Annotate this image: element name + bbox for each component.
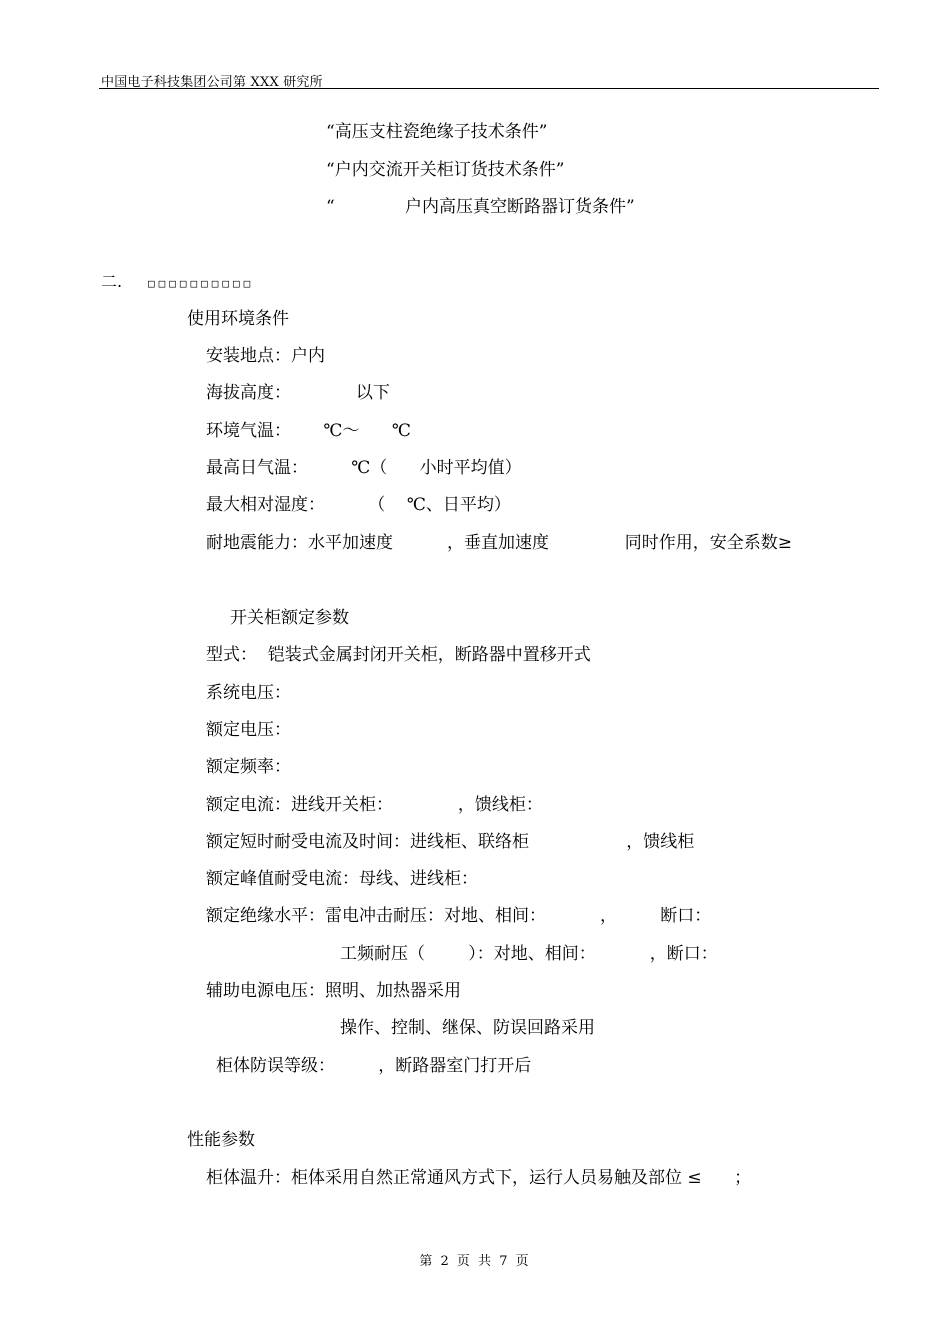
env-line: 安装地点：户内: [206, 346, 325, 366]
section-title-placeholder: □□□□□□□□□□: [148, 277, 255, 290]
rated-line: 工频耐压（ ）：对地、相间： ，断口：: [340, 944, 718, 964]
env-line: 最高日气温： ℃（ 小时平均值）: [206, 458, 522, 478]
rated-line: 额定频率：: [206, 757, 291, 777]
env-line: 环境气温： ℃～ ℃: [206, 421, 411, 441]
rated-line: 系统电压：: [206, 683, 291, 703]
reference-item: “ 户内高压真空断路器订货条件”: [326, 197, 635, 217]
rated-line: 额定电压：: [206, 720, 291, 740]
rated-line: 额定短时耐受电流及时间：进线柜、联络柜 ，馈线柜: [206, 832, 695, 852]
rated-heading: 开关柜额定参数: [230, 608, 349, 628]
env-line: 耐地震能力：水平加速度 ，垂直加速度 同时作用，安全系数≥: [206, 533, 792, 553]
perf-line: 柜体温升：柜体采用自然正常通风方式下，运行人员易触及部位 ≤ ；: [206, 1168, 752, 1188]
section-number: 二.: [101, 272, 123, 291]
rated-line: 额定峰值耐受电流：母线、进线柜：: [206, 869, 478, 889]
reference-item: “户内交流开关柜订货技术条件”: [326, 160, 565, 180]
env-heading: 使用环境条件: [187, 309, 289, 329]
rated-line: 操作、控制、继保、防误回路采用: [340, 1018, 595, 1038]
reference-item: “高压支柱瓷绝缘子技术条件”: [326, 122, 548, 142]
rated-line: 辅助电源电压：照明、加热器采用: [206, 981, 461, 1001]
page-footer: 第 2 页 共 7 页: [419, 1254, 531, 1269]
rated-line: 柜体防误等级： ，断路器室门打开后: [216, 1056, 532, 1076]
rated-line: 额定电流：进线开关柜： ，馈线柜：: [206, 795, 543, 815]
rated-line: 型式： 铠装式金属封闭开关柜，断路器中置移开式: [206, 645, 591, 665]
env-line: 海拔高度： 以下: [206, 383, 390, 403]
env-line: 最大相对湿度： （ ℃、日平均）: [206, 495, 511, 515]
rated-line: 额定绝缘水平：雷电冲击耐压：对地、相间： ， 断口：: [206, 906, 712, 926]
header-org: 中国电子科技集团公司第 XXX 研究所: [101, 75, 323, 90]
perf-heading: 性能参数: [187, 1130, 255, 1150]
header-rule: [99, 88, 879, 89]
